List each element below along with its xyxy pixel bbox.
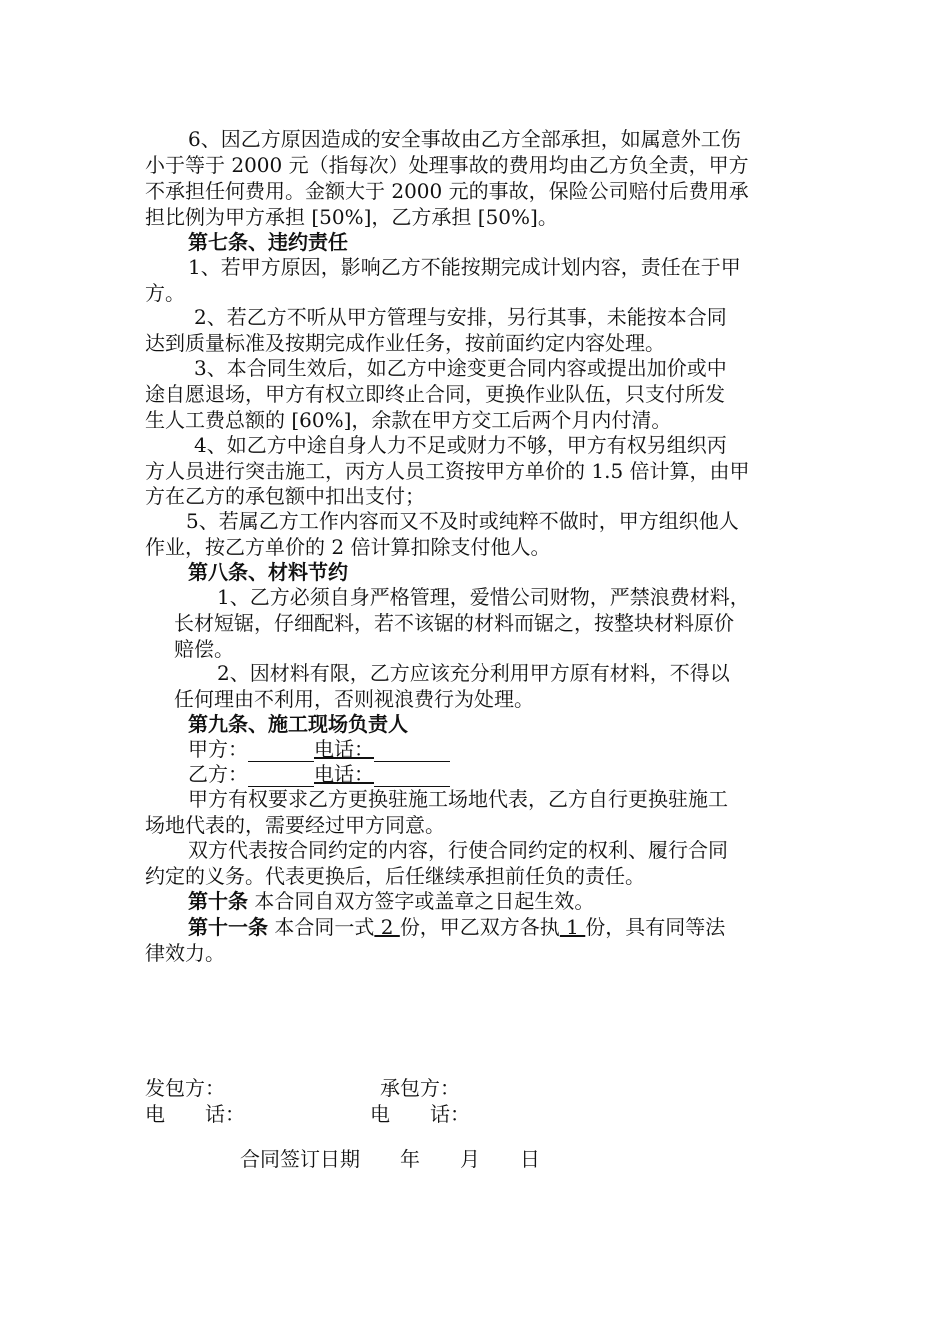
article8-item2-line1: 2、因材料有限，乙方应该充分利用甲方原有材料，不得以 [217, 661, 730, 685]
article7-item4-line3: 方在乙方的承包额中扣出支付； [145, 484, 425, 508]
article9-title: 第九条、施工现场负责人 [188, 712, 408, 736]
article7-item5-line2: 作业，按乙方单价的 2 倍计算扣除支付他人。 [145, 535, 551, 559]
article9-para1-line1: 甲方有权要求乙方更换驻施工场地代表，乙方自行更换驻施工 [188, 787, 728, 811]
article9-para2-line2: 约定的义务。代表更换后，后任继续承担前任负的责任。 [145, 864, 645, 888]
article11-text1: 本合同一式 [268, 915, 375, 939]
party-a-blank [248, 741, 314, 762]
issuer-label: 发包方： [145, 1076, 225, 1100]
article10-label: 第十条 [188, 889, 248, 913]
party-a-phone-label: 电话： [314, 737, 374, 761]
clause6-line3: 不承担任何费用。金额大于 2000 元的事故，保险公司赔付后费用承 [145, 179, 749, 203]
party-b-blank [248, 766, 314, 787]
article8-item1-line1: 1、乙方必须自身严格管理，爱惜公司财物，严禁浪费材料， [217, 585, 750, 609]
article9-para2-line1: 双方代表按合同约定的内容，行使合同约定的权利、履行合同 [188, 838, 728, 862]
article11-each: 1 [559, 915, 586, 939]
article7-item2-line1: 2、若乙方不听从甲方管理与安排，另行其事，未能按本合同 [194, 305, 727, 329]
party-b-phone-blank [374, 766, 450, 787]
party-a-label: 甲方： [188, 737, 248, 761]
article7-item1-line2: 方。 [145, 281, 185, 305]
article8-item1-line3: 赔偿。 [174, 637, 234, 661]
article11-text3: 份，具有同等法 [585, 915, 726, 939]
contract-date: 合同签订日期 年 月 日 [240, 1147, 540, 1171]
article9-para1-line2: 场地代表的，需要经过甲方同意。 [145, 813, 445, 837]
article8-title: 第八条、材料节约 [188, 560, 348, 584]
party-b-row [188, 761, 450, 787]
article7-item4-line2: 方人员进行突击施工，丙方人员工资按甲方单价的 1.5 倍计算，由甲 [145, 459, 750, 483]
article7-title: 第七条、违约责任 [188, 230, 348, 254]
article8-item1-line2: 长材短锯，仔细配料，若不该锯的材料而锯之，按整块材料原价 [174, 611, 734, 635]
article8-item2-line2: 任何理由不利用，否则视浪费行为处理。 [174, 687, 534, 711]
party-a-phone-blank [374, 741, 450, 762]
article11-copies: 2 [374, 915, 400, 939]
contractor-label: 承包方： [380, 1076, 460, 1100]
article11-line1 [188, 914, 725, 940]
clause6-line4: 担比例为甲方承担 [50%]，乙方承担 [50%]。 [145, 205, 558, 229]
article7-item2-line2: 达到质量标准及按期完成作业任务，按前面约定内容处理。 [145, 331, 665, 355]
article10-text: 本合同自双方签字或盖章之日起生效。 [248, 889, 595, 913]
article11-line2: 律效力。 [145, 941, 225, 965]
clause6-line2: 小于等于 2000 元（指每次）处理事故的费用均由乙方负全责，甲方 [145, 153, 749, 177]
article10 [188, 888, 594, 914]
article7-item3-line1: 3、本合同生效后，如乙方中途变更合同内容或提出加价或中 [194, 356, 727, 380]
clause6-line1: 6、因乙方原因造成的安全事故由乙方全部承担，如属意外工伤 [188, 127, 741, 151]
article7-item3-line2: 途自愿退场，甲方有权立即终止合同，更换作业队伍，只支付所发 [145, 382, 725, 406]
article7-item5-line1: 5、若属乙方工作内容而又不及时或纯粹不做时，甲方组织他人 [186, 509, 739, 533]
issuer-phone-label: 电 话： [145, 1102, 245, 1126]
party-b-phone-label: 电话： [314, 762, 374, 786]
party-a-row [188, 736, 450, 762]
contractor-phone-label: 电 话： [370, 1102, 470, 1126]
article11-label: 第十一条 [188, 915, 268, 939]
article7-item1-line1: 1、若甲方原因，影响乙方不能按期完成计划内容，责任在于甲 [188, 255, 741, 279]
article11-text2: 份，甲乙双方各执 [399, 915, 560, 939]
article7-item3-line3: 生人工费总额的 [60%]，余款在甲方交工后两个月内付清。 [145, 408, 672, 432]
party-b-label: 乙方： [188, 762, 248, 786]
article7-item4-line1: 4、如乙方中途自身人力不足或财力不够，甲方有权另组织丙 [194, 433, 727, 457]
